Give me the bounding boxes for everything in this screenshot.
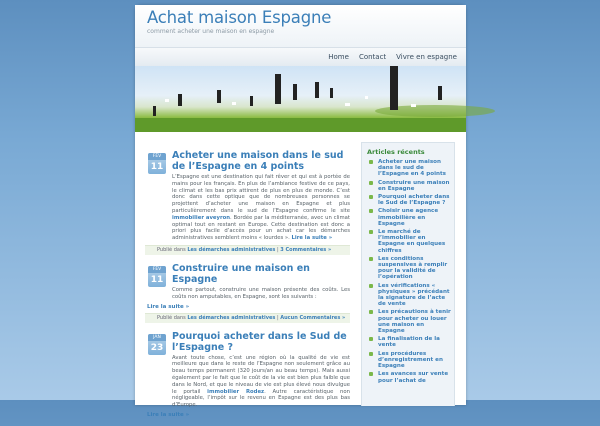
bullet-icon — [369, 160, 373, 164]
sidebar — [361, 142, 455, 406]
post-excerpt: Avant toute chose, c’est une région où la qualité de vie est meilleure que dans le reste de l’Espagne non seulement grâce au beau temps permanent (320 jours/an au beau temps). Mais aussi également par le fait que le coût de la vie est bien plus faible que dans le Nord, et que le niveau de vie est plus élevé nous divulgue le portail immobilier Rodez. Autre caractéristique non négligeable, l’impôt sur le revenu en Espagne est des plus bas d’Europe. — [172, 354, 350, 409]
read-more-link[interactable]: Lire la suite » — [291, 235, 333, 242]
read-more-link[interactable]: Lire la suite » — [147, 411, 190, 418]
recent-post-item[interactable]: Choisir une agence immobilière en Espagne — [368, 208, 451, 227]
post-title[interactable]: Pourquoi acheter dans le Sud de l’Espagne ? — [172, 330, 347, 353]
recent-post-item[interactable]: Les précautions à tenir pour acheter ou louer une maison en Espagne — [368, 309, 451, 334]
date-badge — [148, 266, 166, 287]
recent-post-item[interactable]: Les avances sur vente pour l’achat de — [368, 371, 451, 383]
post-3 — [145, 331, 350, 418]
comments-link[interactable]: 3 Commentaires » — [280, 246, 332, 253]
recent-post-item[interactable]: Le marché de l’immobilier en Espagne en quelques chiffres — [368, 229, 451, 254]
nav-home[interactable]: Home — [328, 53, 349, 61]
bullet-icon — [369, 372, 373, 376]
bullet-icon — [369, 209, 373, 213]
post-title[interactable]: Construire une maison en Espagne — [172, 262, 310, 285]
read-more-link[interactable]: Lire la suite » — [147, 303, 190, 310]
site-description: comment acheter une maison en espagne — [147, 28, 275, 35]
sidebar-title: Articles récents — [367, 148, 425, 156]
post-excerpt: Comme partout, construire une maison présente des coûts. Les coûts non amputables, en Espagne, sont les suivants : — [172, 286, 350, 300]
recent-post-item[interactable]: Pourquoi acheter dans le Sud de l’Espagne ? — [368, 194, 451, 206]
nav-vivre-en-espagne[interactable]: Vivre en espagne — [396, 53, 457, 61]
date-badge — [148, 153, 166, 174]
post-2 — [145, 263, 350, 323]
bullet-icon — [369, 310, 373, 314]
post-title[interactable]: Acheter une maison dans le sud de l’Espagne en 4 points — [172, 150, 344, 172]
recent-post-item[interactable]: Les conditions suspensives à remplir pour la validité de l’opération — [368, 256, 451, 281]
recent-post-item[interactable]: Les vérifications « physiques » précédant la signature de l’acte de vente — [368, 283, 451, 308]
date-month: JAN — [148, 334, 166, 341]
site-header — [135, 5, 466, 47]
date-day: 11 — [150, 162, 164, 172]
category-link[interactable]: Les démarches administratives — [187, 314, 276, 321]
category-link[interactable]: Les démarches administratives — [187, 246, 276, 253]
bullet-icon — [369, 257, 373, 261]
recent-post-item[interactable]: Construire une maison en Espagne — [368, 180, 451, 192]
page-container — [135, 5, 466, 418]
date-month: FÉV — [148, 266, 166, 273]
post-meta: Publié dans Les démarches administratives | Aucun Commentaires » — [145, 313, 350, 323]
banner-illustration — [135, 66, 466, 132]
recent-posts-list — [362, 159, 454, 384]
bullet-icon — [369, 230, 373, 234]
bullet-icon — [369, 352, 373, 356]
post-1 — [145, 150, 350, 255]
recent-post-item[interactable]: Les procédures d’enregistrement en Espagne — [368, 351, 451, 370]
recent-post-item[interactable]: Acheter une maison dans le sud de l’Espagne en 4 points — [368, 159, 451, 178]
bullet-icon — [369, 284, 373, 288]
date-month: FÉV — [148, 153, 166, 160]
date-badge — [148, 334, 166, 355]
recent-post-item[interactable]: La finalisation de la vente — [368, 336, 451, 348]
site-title[interactable]: Achat maison Espagne — [147, 8, 332, 27]
bullet-icon — [369, 195, 373, 199]
nav-contact[interactable]: Contact — [358, 53, 387, 61]
post-excerpt: L’Espagne est une destination qui fait rêver et qui est à portée de mains pour les français. En plus de l’ambiance festive de ce pays, le climat et les bas prix attirent de plus en plus de monde. C’est donc dans cette optique que de nombreuses personnes se projettent d’acheter une maison en Espagne et plus particulièrement dans le sud de l’Espagne confirme le site immobilier aveyron. Bordée par la méditerranée, avec un climat optimal tout en restant en Europe. Cette destination est donc a priori plus facile d’accès pour un achat car les démarches administratives semblent moins « lourdes ». Lire la suite » — [172, 174, 350, 242]
bullet-icon — [369, 181, 373, 185]
date-day: 23 — [150, 342, 164, 353]
excerpt-link[interactable]: immobilier aveyron — [172, 214, 231, 221]
excerpt-link[interactable]: immobilier Rodez — [207, 388, 265, 395]
post-meta: Publié dans Les démarches administratives | 3 Commentaires » — [145, 245, 350, 255]
main-content — [145, 150, 350, 426]
date-day: 11 — [150, 274, 164, 285]
comments-link[interactable]: Aucun Commentaires » — [280, 314, 346, 321]
header-banner-image — [135, 66, 466, 132]
main-navigation — [135, 47, 466, 67]
bullet-icon — [369, 337, 373, 341]
